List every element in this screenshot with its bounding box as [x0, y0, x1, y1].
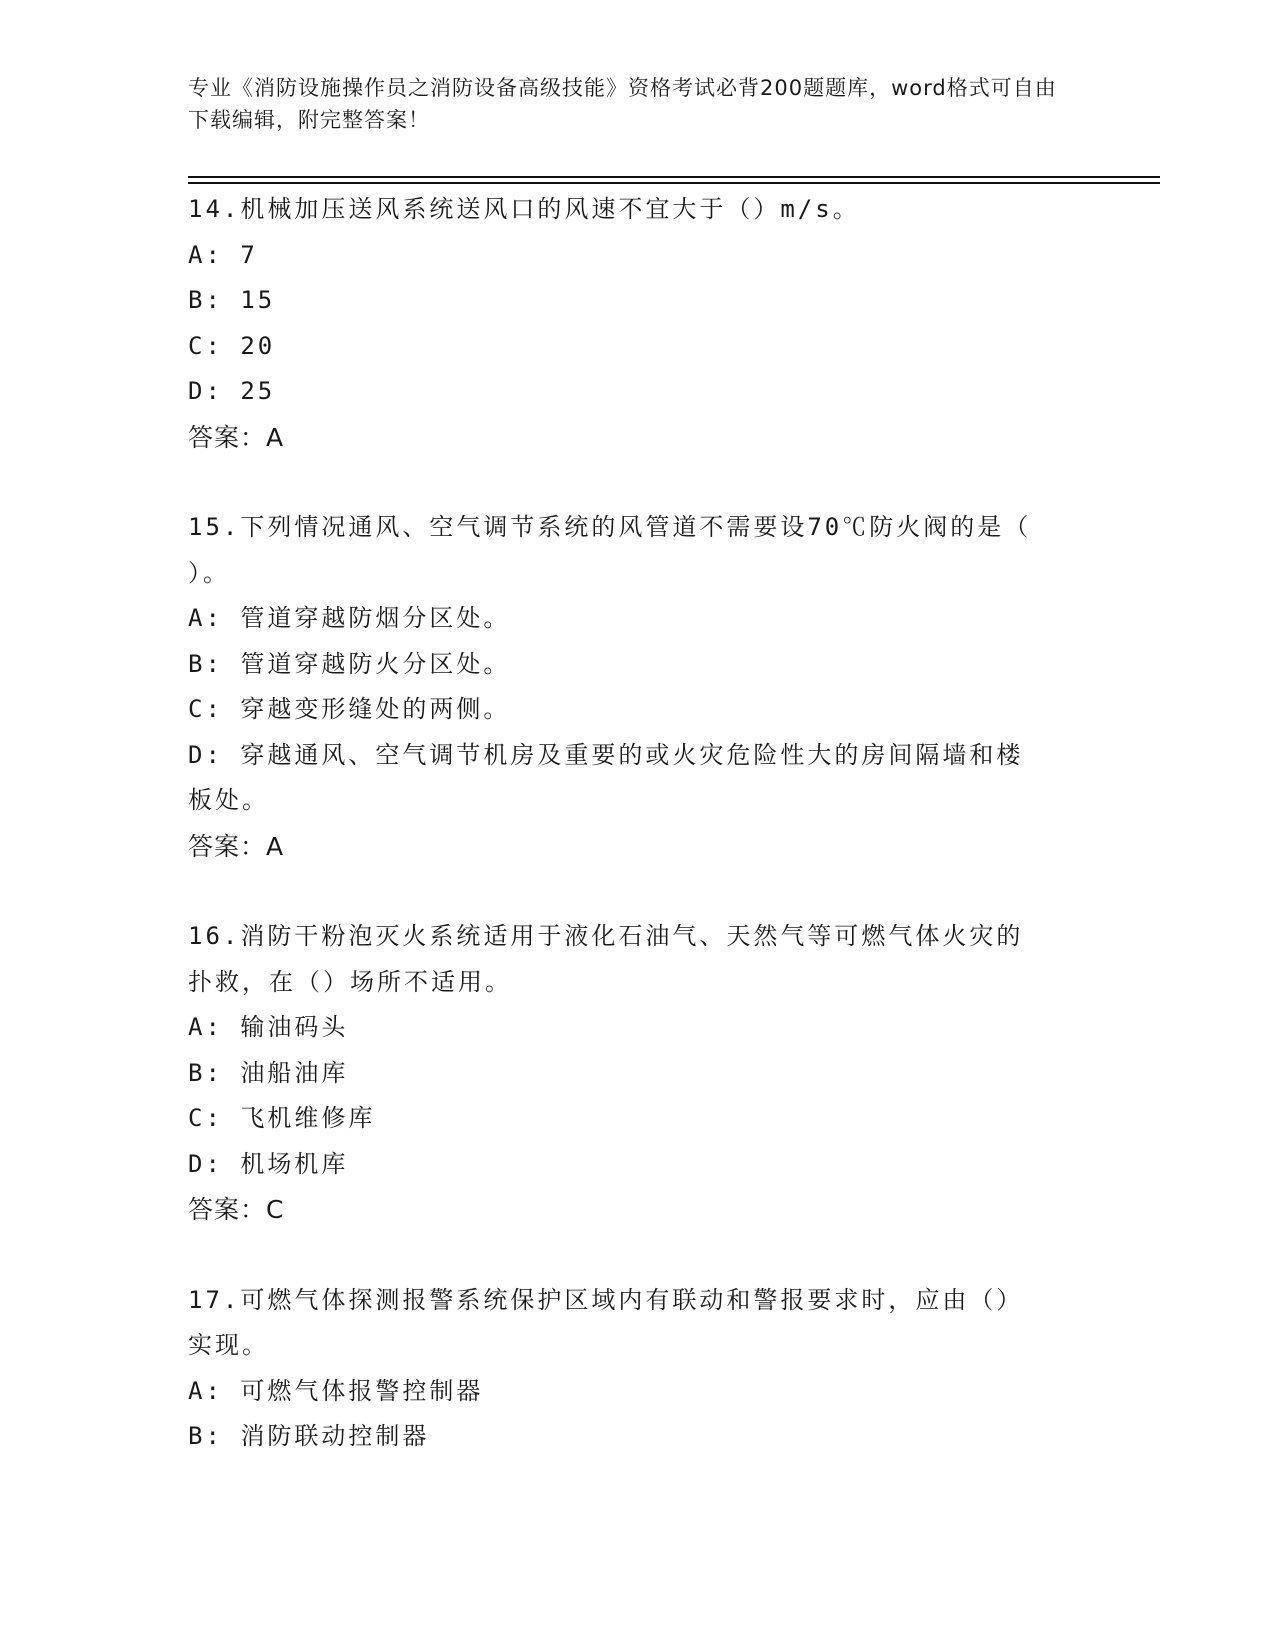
question-stem: 15.下列情况通风、空气调节系统的风管道不需要设70℃防火阀的是（: [188, 513, 1032, 541]
question-block: [188, 187, 1088, 460]
question-block: [188, 505, 1088, 869]
answer-option: B: 油船油库: [188, 1058, 349, 1087]
answer-option: A: 管道穿越防烟分区处。: [188, 604, 511, 632]
answer-option: A: 7: [188, 240, 258, 269]
document-header: 专业《消防设施操作员之消防设备高级技能》资格考试必背200题题库，word格式可自由下载编辑，附完整答案！: [188, 76, 1057, 132]
answer-option: B: 消防联动控制器: [188, 1422, 430, 1450]
question-stem: 扑救，在（）场所不适用。: [188, 967, 512, 996]
correct-answer: 答案：A: [188, 422, 285, 452]
answer-option: C: 穿越变形缝处的两侧。: [188, 695, 511, 723]
correct-answer: 答案：C: [188, 1195, 285, 1224]
header-divider-bottom: [188, 182, 1160, 184]
question-stem: ）。: [188, 558, 230, 587]
answer-option: B: 管道穿越防火分区处。: [188, 649, 511, 678]
answer-option: D: 穿越通风、空气调节机房及重要的或火灾危险性大的房间隔墙和楼: [188, 740, 1024, 769]
correct-answer: 答案：A: [188, 831, 285, 861]
header-divider-top: [188, 176, 1160, 178]
question-stem: 14.机械加压送风系统送风口的风速不宜大于（）m/s。: [188, 195, 860, 223]
answer-option: A: 输油码头: [188, 1013, 349, 1041]
question-stem: 16.消防干粉泡灭火系统适用于液化石油气、天然气等可燃气体火灾的: [188, 922, 1024, 950]
question-block: [188, 1278, 1088, 1460]
question-stem: 实现。: [188, 1331, 269, 1359]
answer-option: D: 机场机库: [188, 1149, 349, 1178]
answer-option: A: 可燃气体报警控制器: [188, 1376, 484, 1405]
answer-option: B: 15: [188, 286, 276, 314]
answer-option: C: 20: [188, 331, 276, 360]
answer-option: C: 飞机维修库: [188, 1104, 376, 1132]
question-stem: 17.可燃气体探测报警系统保护区域内有联动和警报要求时，应由（）: [188, 1285, 1024, 1314]
question-list: [188, 187, 1088, 1505]
answer-option: D: 25: [188, 377, 276, 405]
question-block: [188, 914, 1088, 1233]
answer-option: 板处。: [188, 786, 269, 814]
